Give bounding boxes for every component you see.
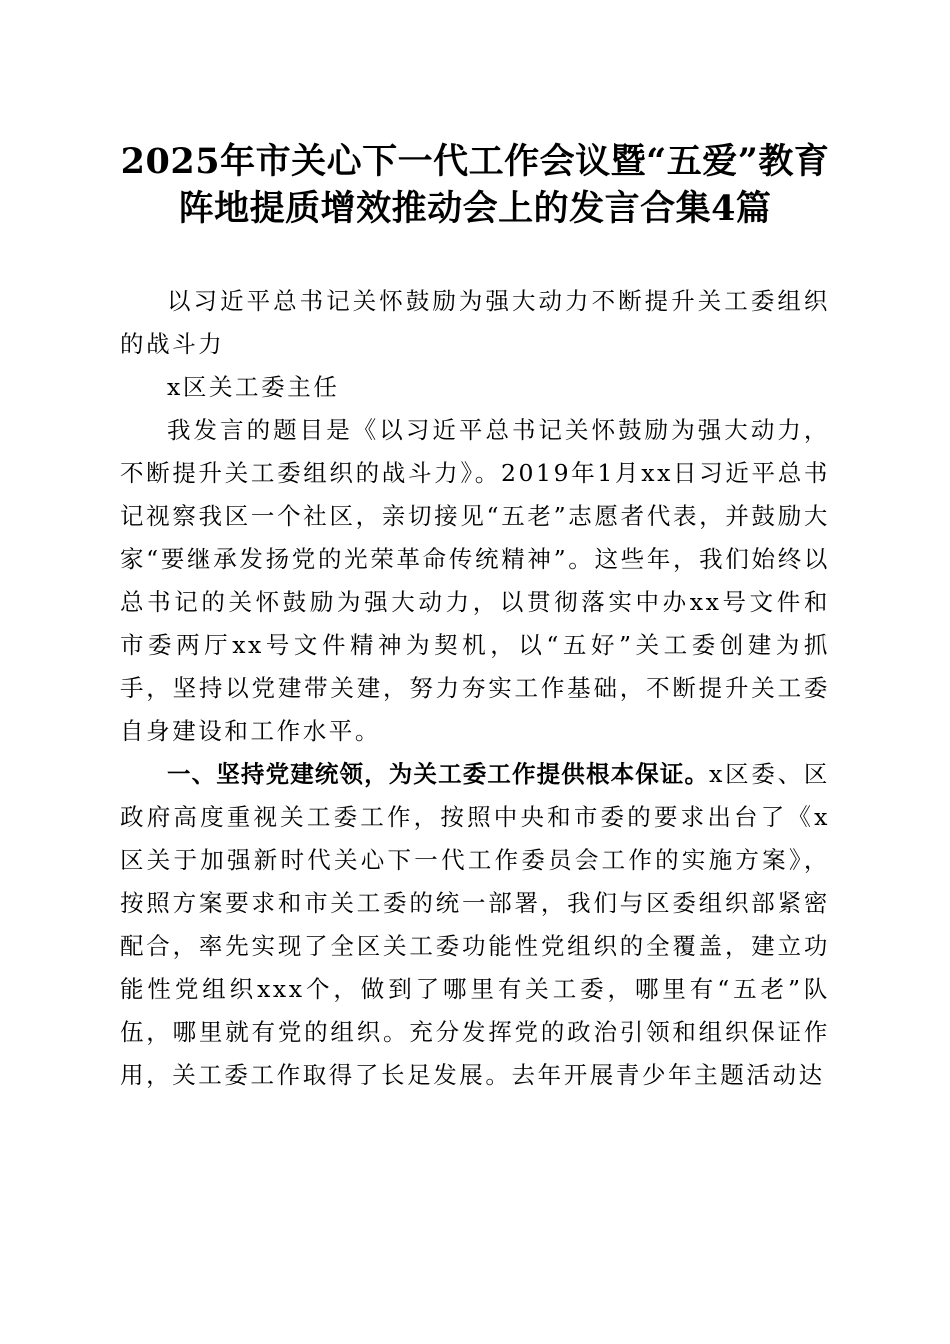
section-1-text: x区委、区政府高度重视关工委工作，按照中央和市委的要求出台了《x区关于加强新时代关心下一代工作委员会工作的实施方案》，按照方案要求和市关工委的统一部署，我们与区委组织部紧密配合，率先实现了全区关工委功能性党组织的全覆盖，建立功能性党组织xxx个，做到了哪里有关工委，哪里有“五老”队伍，哪里就有党的组织。充分发挥党的政治引领和组织保证作用，关工委工作取得了长足发展。去年开展青少年主题活动达 [120,760,830,1089]
paragraph-intro: 我发言的题目是《以习近平总书记关怀鼓励为强大动力，不断提升关工委组织的战斗力》。2019年1月xx日习近平总书记视察我区一个社区，亲切接见“五老”志愿者代表，并鼓励大家“要继承发扬党的光荣革命传统精神”。这些年，我们始终以总书记的关怀鼓励为强大动力，以贯彻落实中办xx号文件和市委两厅xx号文件精神为契机，以“五好”关工委创建为抓手，坚持以党建带关建，努力夯实工作基础，不断提升关工委自身建设和工作水平。 [120,416,830,745]
speaker-line: x区关工委主任 [167,373,340,401]
section-1-heading: 一、坚持党建统领，为关工委工作提供根本保证。 [167,760,710,788]
paragraph-section-1 [120,753,830,1097]
document-title: 2025年市关心下一代工作会议暨“五爱”教育阵地提质增效推动会上的发言合集4篇 [120,141,830,229]
document-body [120,280,830,1097]
speech-title: 以习近平总书记关怀鼓励为强大动力不断提升关工委组织的战斗力 [120,287,830,358]
